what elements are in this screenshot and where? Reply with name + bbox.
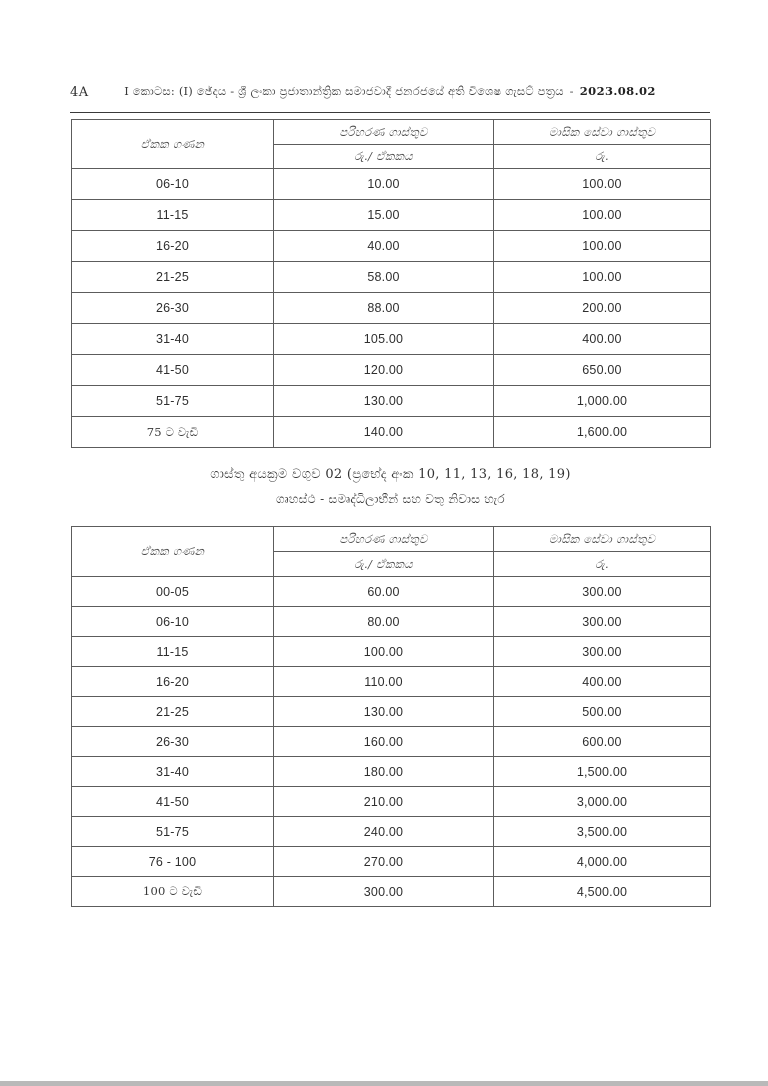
table-header-row bbox=[72, 120, 711, 145]
table-row bbox=[72, 262, 711, 293]
table-row bbox=[72, 817, 711, 847]
table-row bbox=[72, 200, 711, 231]
units-cell: 11-15 bbox=[72, 200, 274, 231]
rate-cell: 210.00 bbox=[274, 787, 494, 817]
service-cell: 1,600.00 bbox=[494, 417, 711, 448]
rate-cell: 130.00 bbox=[274, 697, 494, 727]
table-row bbox=[72, 787, 711, 817]
rupees-subheader: රු. bbox=[494, 552, 711, 577]
page-number: 4A bbox=[70, 85, 89, 100]
service-cell: 100.00 bbox=[494, 262, 711, 293]
table-row bbox=[72, 169, 711, 200]
service-cell: 4,000.00 bbox=[494, 847, 711, 877]
units-cell: 26-30 bbox=[72, 727, 274, 757]
units-cell: 76 - 100 bbox=[72, 847, 274, 877]
table-row bbox=[72, 847, 711, 877]
units-cell: 00-05 bbox=[72, 577, 274, 607]
units-cell: 06-10 bbox=[72, 169, 274, 200]
rate-cell: 40.00 bbox=[274, 231, 494, 262]
service-cell: 400.00 bbox=[494, 324, 711, 355]
service-cell: 300.00 bbox=[494, 637, 711, 667]
rate-cell: 120.00 bbox=[274, 355, 494, 386]
service-cell: 1,500.00 bbox=[494, 757, 711, 787]
service-cell: 1,000.00 bbox=[494, 386, 711, 417]
page-bottom-edge bbox=[0, 1081, 768, 1086]
units-column-header: ඒකක ගණන bbox=[72, 527, 274, 577]
units-cell: 16-20 bbox=[72, 231, 274, 262]
units-cell: 21-25 bbox=[72, 262, 274, 293]
table-row bbox=[72, 637, 711, 667]
table-row bbox=[72, 386, 711, 417]
table-row bbox=[72, 697, 711, 727]
units-cell: 26-30 bbox=[72, 293, 274, 324]
units-cell: 11-15 bbox=[72, 637, 274, 667]
header-dash: - bbox=[569, 84, 574, 98]
units-cell: 16-20 bbox=[72, 667, 274, 697]
service-cell: 300.00 bbox=[494, 607, 711, 637]
table-row bbox=[72, 231, 711, 262]
service-cell: 400.00 bbox=[494, 667, 711, 697]
caption-line-2: ගෘහස්ථ - සමෘද්ධිලාභීන් සහ වතු නිවාස හැර bbox=[276, 492, 505, 506]
service-cell: 200.00 bbox=[494, 293, 711, 324]
table-row bbox=[72, 293, 711, 324]
usage-charge-header: පරිහරණ ගාස්තුව bbox=[274, 527, 494, 552]
table-row bbox=[72, 577, 711, 607]
rupees-subheader: රු. bbox=[494, 145, 711, 169]
units-cell: 41-50 bbox=[72, 355, 274, 386]
table-row bbox=[72, 877, 711, 907]
table-row bbox=[72, 417, 711, 448]
rate-cell: 300.00 bbox=[274, 877, 494, 907]
units-cell: 100 ට වැඩි bbox=[72, 877, 274, 907]
service-cell: 100.00 bbox=[494, 231, 711, 262]
units-cell: 31-40 bbox=[72, 324, 274, 355]
units-column-header: ඒකක ගණන bbox=[72, 120, 274, 169]
units-cell: 06-10 bbox=[72, 607, 274, 637]
units-cell: 21-25 bbox=[72, 697, 274, 727]
rate-cell: 60.00 bbox=[274, 577, 494, 607]
service-charge-header: මාසික සේවා ගාස්තුව bbox=[494, 120, 711, 145]
rate-cell: 80.00 bbox=[274, 607, 494, 637]
rate-cell: 15.00 bbox=[274, 200, 494, 231]
rate-cell: 240.00 bbox=[274, 817, 494, 847]
page-header bbox=[70, 84, 710, 104]
table-row bbox=[72, 727, 711, 757]
table-row bbox=[72, 324, 711, 355]
rate-cell: 105.00 bbox=[274, 324, 494, 355]
rate-cell: 110.00 bbox=[274, 667, 494, 697]
rate-cell: 160.00 bbox=[274, 727, 494, 757]
unit-rate-subheader: රු./ ඒකකය bbox=[274, 552, 494, 577]
rate-cell: 140.00 bbox=[274, 417, 494, 448]
service-charge-header: මාසික සේවා ගාස්තුව bbox=[494, 527, 711, 552]
service-cell: 650.00 bbox=[494, 355, 711, 386]
units-cell: 31-40 bbox=[72, 757, 274, 787]
table-row bbox=[72, 607, 711, 637]
service-cell: 3,500.00 bbox=[494, 817, 711, 847]
rate-cell: 88.00 bbox=[274, 293, 494, 324]
table-header-row bbox=[72, 527, 711, 552]
service-cell: 4,500.00 bbox=[494, 877, 711, 907]
table-row bbox=[72, 757, 711, 787]
service-cell: 500.00 bbox=[494, 697, 711, 727]
units-cell: 41-50 bbox=[72, 787, 274, 817]
service-cell: 300.00 bbox=[494, 577, 711, 607]
tariff-table-2 bbox=[71, 526, 711, 907]
tariff-table-1 bbox=[71, 119, 711, 448]
header-rule bbox=[70, 112, 710, 113]
rate-cell: 180.00 bbox=[274, 757, 494, 787]
units-cell: 75 ට වැඩි bbox=[72, 417, 274, 448]
rate-cell: 58.00 bbox=[274, 262, 494, 293]
unit-rate-subheader: රු./ ඒකකය bbox=[274, 145, 494, 169]
rate-cell: 100.00 bbox=[274, 637, 494, 667]
table-row bbox=[72, 667, 711, 697]
units-cell: 51-75 bbox=[72, 817, 274, 847]
service-cell: 100.00 bbox=[494, 169, 711, 200]
service-cell: 3,000.00 bbox=[494, 787, 711, 817]
units-cell: 51-75 bbox=[72, 386, 274, 417]
rate-cell: 270.00 bbox=[274, 847, 494, 877]
gazette-header bbox=[110, 84, 670, 104]
gazette-date: 2023.08.02 bbox=[579, 84, 656, 98]
rate-cell: 130.00 bbox=[274, 386, 494, 417]
gazette-header-title: I කොටස: (I) ඡේදය - ශ්‍රී ලංකා ප්‍රජාතාන්ත්‍රික සමාජවාදී ජනරජයේ අති විශෙෂ ගැසට් පත්‍රය bbox=[124, 84, 564, 98]
usage-charge-header: පරිහරණ ගාස්තුව bbox=[274, 120, 494, 145]
caption-line-1: ගාස්තු අයක්‍රම වගුව 02 (ප්‍රභේද අංක 10, 11, 13, 16, 18, 19) bbox=[210, 467, 571, 482]
service-cell: 600.00 bbox=[494, 727, 711, 757]
rate-cell: 10.00 bbox=[274, 169, 494, 200]
service-cell: 100.00 bbox=[494, 200, 711, 231]
table-row bbox=[72, 355, 711, 386]
